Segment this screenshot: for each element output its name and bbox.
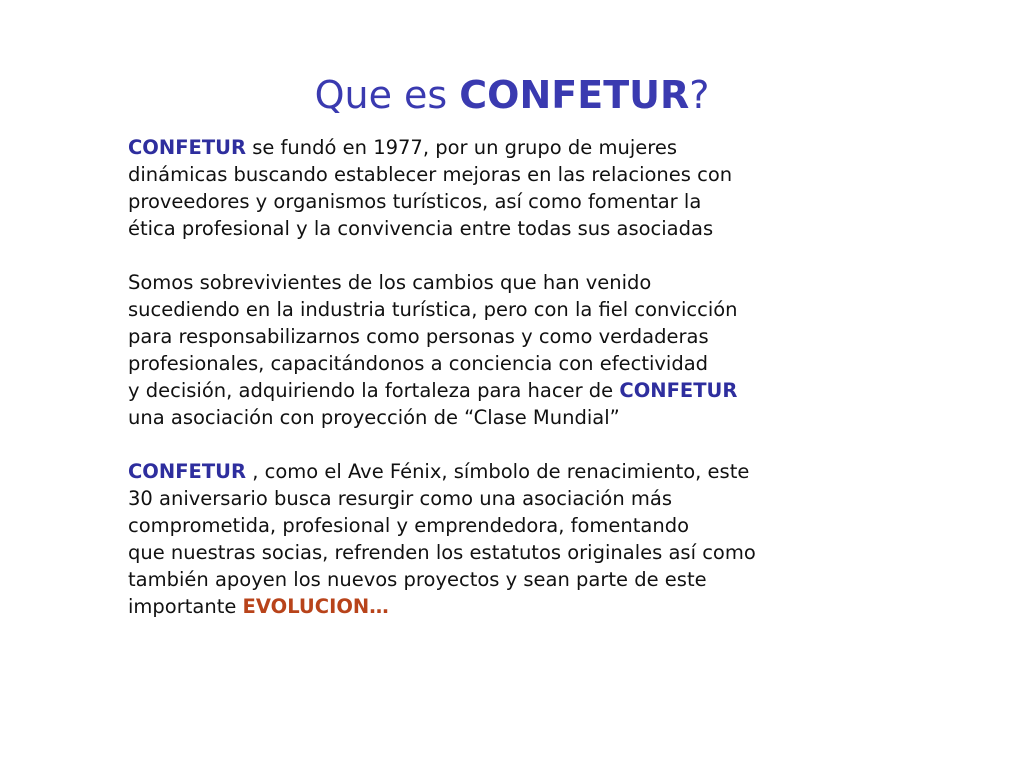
title-emphasis: CONFETUR (459, 73, 690, 117)
slide-body (128, 134, 848, 620)
text-line: proveedores y organismos turísticos, así como fomentar la (128, 190, 702, 213)
title-prefix: Que es (314, 73, 460, 117)
text-line: también apoyen los nuevos proyectos y sean parte de este (128, 568, 707, 591)
paragraph-mission (128, 269, 848, 431)
line-text: , como el Ave Fénix, símbolo de renacimiento, este (246, 460, 750, 483)
brand-name: CONFETUR (128, 460, 246, 483)
text-line: que nuestras socias, refrenden los estatutos originales así como (128, 541, 756, 564)
line-text: se fundó en 1977, por un grupo de mujeres (246, 136, 678, 159)
line-text: y decisión, adquiriendo la fortaleza para hacer de (128, 379, 620, 402)
text-line (128, 134, 848, 161)
text-line (128, 377, 848, 404)
text-line: dinámicas buscando establecer mejoras en las relaciones con (128, 163, 733, 186)
text-line (128, 593, 848, 620)
text-line: para responsabilizarnos como personas y como verdaderas (128, 325, 709, 348)
text-line: 30 aniversario busca resurgir como una asociación más (128, 487, 673, 510)
paragraph-spacer (128, 431, 848, 458)
text-line: una asociación con proyección de “Clase Mundial” (128, 406, 620, 429)
paragraph-history (128, 134, 848, 242)
brand-name: CONFETUR (128, 136, 246, 159)
title-suffix: ? (689, 73, 710, 117)
slide-title (0, 70, 1024, 120)
brand-name: CONFETUR (619, 379, 738, 402)
text-line: comprometida, profesional y emprendedora, fomentando (128, 514, 690, 537)
text-line (128, 458, 848, 485)
text-line: ética profesional y la convivencia entre todas sus asociadas (128, 217, 714, 240)
paragraph-anniversary (128, 458, 848, 620)
text-line: Somos sobrevivientes de los cambios que han venido (128, 271, 652, 294)
text-line: sucediendo en la industria turística, pero con la fiel convicción (128, 298, 738, 321)
paragraph-spacer (128, 242, 848, 269)
text-line: profesionales, capacitándonos a conciencia con efectividad (128, 352, 709, 375)
line-text: importante (128, 595, 243, 618)
evolution-highlight: EVOLUCION… (242, 595, 389, 618)
